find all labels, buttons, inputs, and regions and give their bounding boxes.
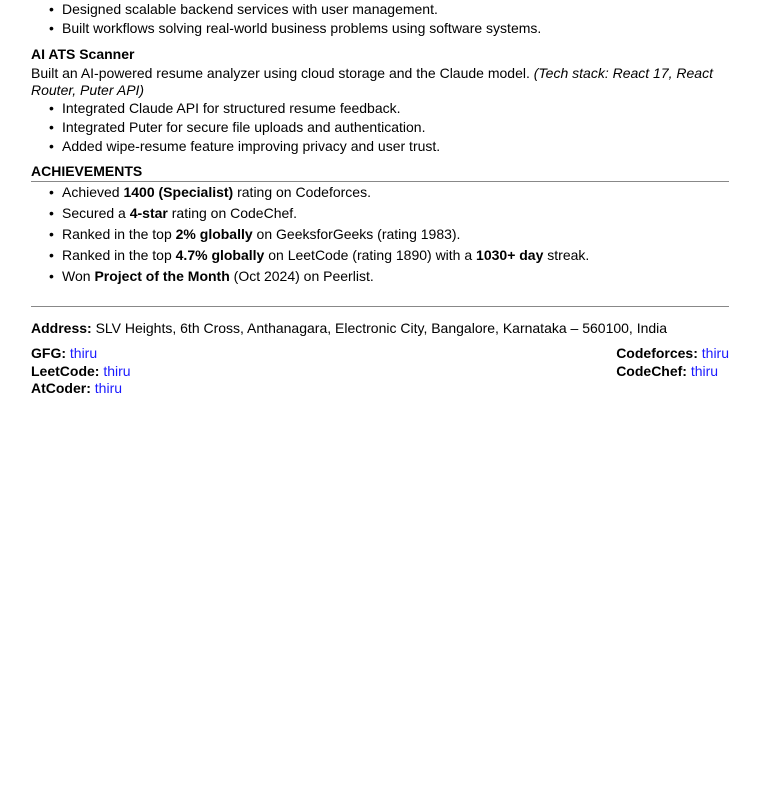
atcoder-link[interactable]: thiru	[94, 380, 123, 396]
list-item: • Ranked in the top 4.7% globally on LeetCode (rating 1890) with a 1030+ day streak.	[31, 245, 729, 266]
list-item: • Won Project of the Month (Oct 2024) on Peerlist.	[31, 266, 729, 287]
project-title: AI ATS Scanner	[31, 46, 135, 62]
project-description	[31, 65, 729, 99]
address-value: SLV Heights, 6th Cross, Anthanagara, Electronic City, Bangalore, Karnataka – 560100, India	[91, 320, 668, 336]
gfg-link[interactable]: thiru	[69, 345, 98, 361]
codechef-profile: CodeChef: thiru	[616, 362, 719, 379]
footer-divider	[31, 306, 729, 307]
list-item: • Secured a 4-star rating on CodeChef.	[31, 203, 729, 224]
list-item: • Ranked in the top 2% globally on GeeksforGeeks (rating 1983).	[31, 224, 729, 245]
gfg-profile: GFG: thiru	[31, 345, 98, 361]
project-tech-stack: (Tech stack: React 17, React Router, Puter API)	[31, 65, 713, 98]
list-item: • Designed scalable backend services with user management.	[31, 0, 729, 19]
list-item: • Built workflows solving real-world business problems using software systems.	[31, 19, 729, 38]
list-item: • Integrated Claude API for structured resume feedback.	[31, 99, 729, 118]
atcoder-profile: AtCoder: thiru	[31, 380, 123, 396]
address-label: Address:	[31, 320, 92, 336]
profile-links	[31, 345, 729, 398]
achievements-heading: ACHIEVEMENTS	[31, 162, 729, 182]
project-summary: Built an AI-powered resume analyzer using cloud storage and the Claude model.	[31, 65, 530, 81]
codechef-link[interactable]: thiru	[690, 362, 719, 379]
codeforces-link[interactable]: thiru	[701, 345, 729, 361]
address-line	[31, 319, 729, 337]
list-item: • Added wipe-resume feature improving privacy and user trust.	[31, 137, 729, 156]
list-item: • Achieved 1400 (Specialist) rating on Codeforces.	[31, 182, 729, 203]
project-bullet-list	[31, 99, 729, 156]
leetcode-link[interactable]: thiru	[103, 362, 131, 379]
experience-bullet-list	[31, 0, 729, 38]
codeforces-profile: Codeforces: thiru	[616, 345, 729, 361]
achievements-list	[31, 182, 729, 287]
list-item: • Integrated Puter for secure file uploads and authentication.	[31, 118, 729, 137]
profile-links-right	[616, 345, 729, 398]
profile-links-left	[31, 345, 131, 398]
leetcode-profile: LeetCode: thiru	[31, 362, 131, 379]
